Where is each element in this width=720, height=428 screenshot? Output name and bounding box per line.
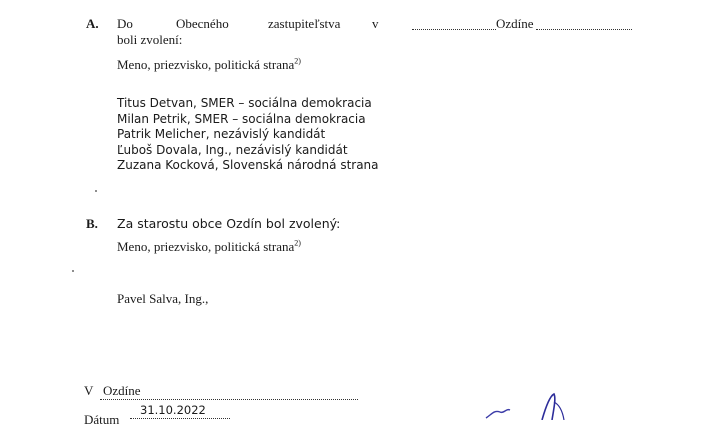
section-a-word-zastupitelstva: zastupiteľstva	[268, 16, 341, 31]
municipality-blank-left	[412, 29, 496, 30]
scan-speck	[95, 190, 97, 192]
date-value: 31.10.2022	[140, 403, 206, 417]
section-b-letter: B.	[86, 216, 98, 231]
section-a-fields-text: Meno, priezvisko, politická strana	[117, 57, 295, 72]
date-blank-line	[130, 418, 230, 419]
municipality-blank-right	[536, 29, 632, 30]
member-4: Ľuboš Dovala, Ing., nezávislý kandidát	[117, 142, 348, 157]
section-a-line2: boli zvolení:	[117, 32, 183, 47]
section-a-fields-label	[117, 57, 301, 73]
section-b-footnote: 2)	[294, 238, 301, 248]
section-a-word-obecneho: Obecného	[176, 16, 229, 31]
member-3: Patrik Melicher, nezávislý kandidát	[117, 127, 326, 142]
section-a-letter: A.	[86, 16, 99, 31]
members-list	[117, 96, 379, 174]
member-2: Milan Petrik, SMER – sociálna demokracia	[117, 111, 366, 126]
member-1: Titus Detvan, SMER – sociálna demokracia	[117, 96, 372, 110]
section-a-word-do: Do	[117, 16, 133, 31]
section-a-municipality: Ozdíne	[496, 16, 534, 31]
scan-speck	[72, 270, 74, 272]
place-value: Ozdíne	[103, 383, 141, 398]
section-b-fields-text: Meno, priezvisko, politická strana	[117, 239, 295, 254]
section-b-fields-label	[117, 239, 301, 255]
place-blank-line	[100, 399, 358, 400]
member-5: Zuzana Kocková, Slovenská národná strana	[117, 158, 379, 173]
mayor-name: Pavel Salva, Ing.,	[117, 291, 209, 306]
date-label: Dátum	[84, 412, 120, 427]
signature-mark	[480, 392, 580, 420]
section-a-word-v: v	[372, 16, 379, 31]
section-a-footnote: 2)	[294, 56, 301, 66]
place-prefix: V	[84, 383, 94, 398]
section-b-title: Za starostu obce Ozdín bol zvolený:	[117, 216, 341, 231]
